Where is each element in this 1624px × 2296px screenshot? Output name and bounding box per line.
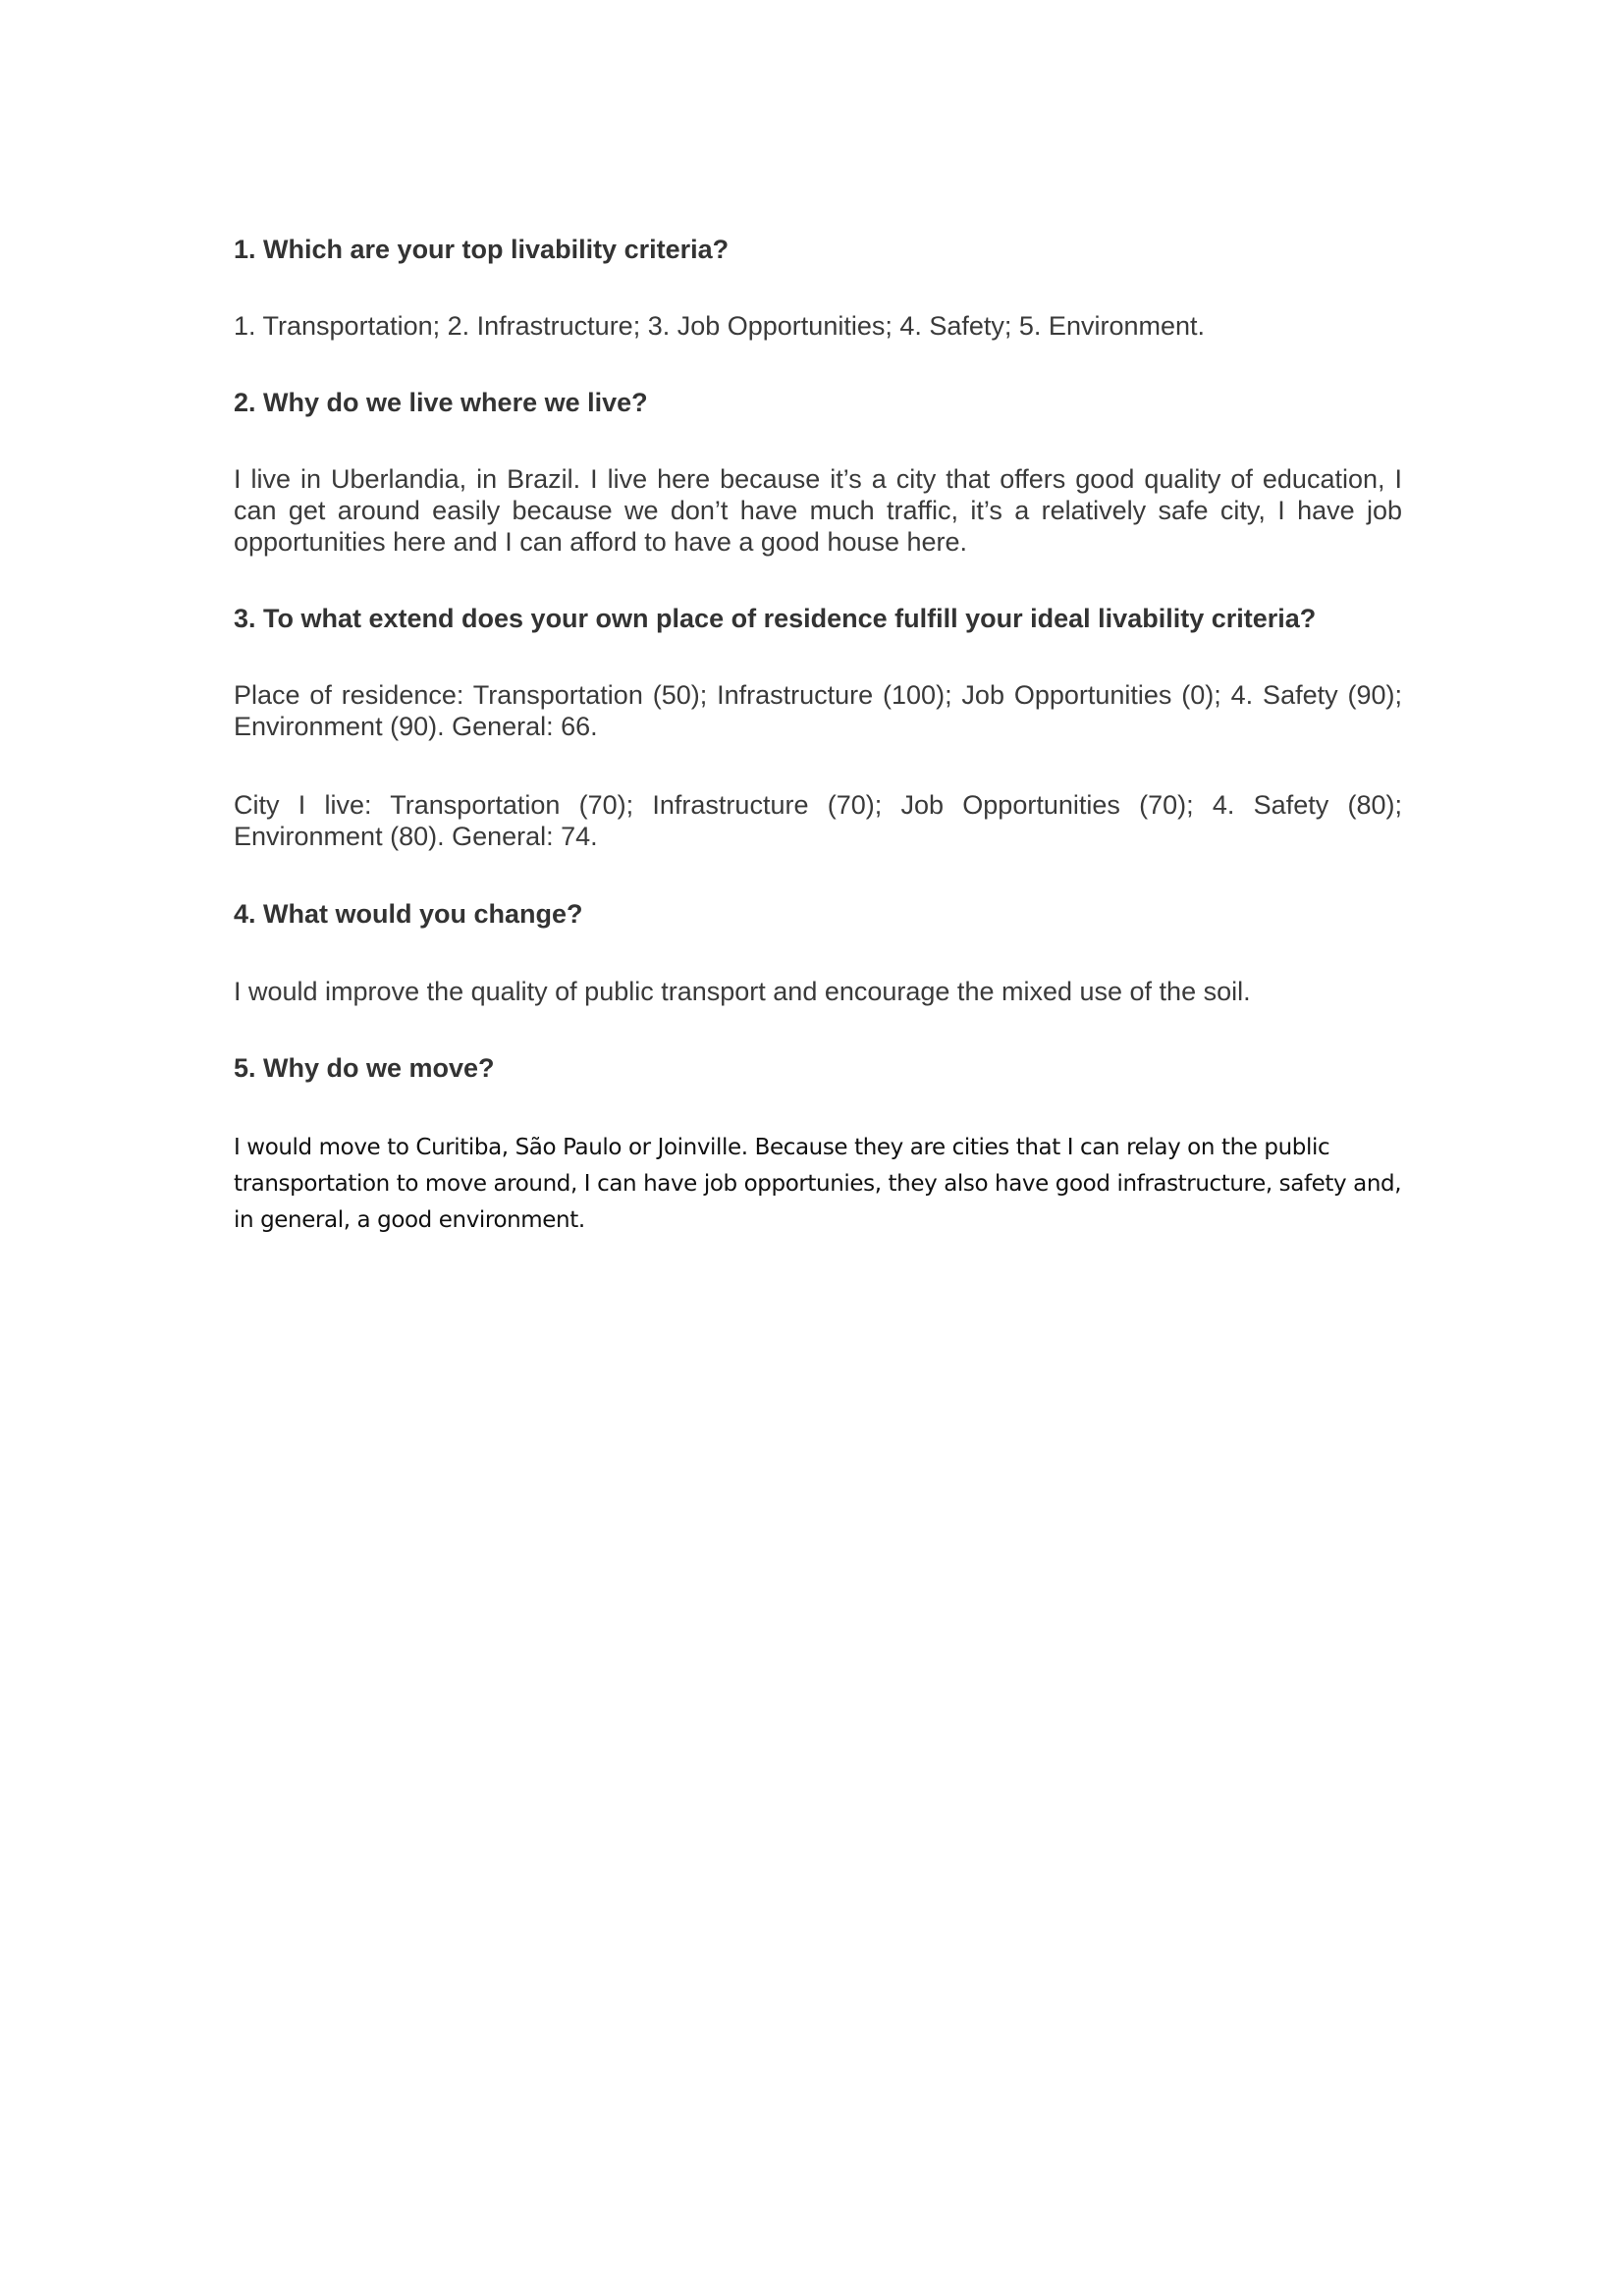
answer-5-text: I would move to Curitiba, São Paulo or Joinville. Because they are cities that I can relay on the public transportation to move around, I can have job opportunies, they also have good infrastructure, safety and, in general, a good environment.: [234, 1135, 1402, 1233]
answer-4-text: I would improve the quality of public transport and encourage the mixed use of the soil.: [234, 977, 1251, 1006]
question-4-heading: 4. What would you change?: [234, 899, 583, 929]
answer-3-residence-text: Place of residence: Transportation (50); Infrastructure (100); Job Opportunities (0); 4. Safety (90); Environment (90). General: 66.: [234, 680, 1402, 741]
answer-3-city-text: City I live: Transportation (70); Infrastructure (70); Job Opportunities (70); 4. Safety (80); Environment (80). General: 74.: [234, 790, 1402, 851]
question-2-heading: 2. Why do we live where we live?: [234, 388, 648, 417]
answer-1-text: 1. Transportation; 2. Infrastructure; 3. Job Opportunities; 4. Safety; 5. Environment.: [234, 311, 1206, 341]
answer-2-text: I live in Uberlandia, in Brazil. I live here because it’s a city that offers good quality of education, I can get around easily because we don’t have much traffic, it’s a relatively safe city, I have job opportunities here and I can afford to have a good house here.: [234, 464, 1402, 557]
question-5-heading: 5. Why do we move?: [234, 1053, 495, 1083]
question-1-heading: 1. Which are your top livability criteria?: [234, 235, 730, 264]
question-3-heading: 3. To what extend does your own place of residence fulfill your ideal livability criteria?: [234, 604, 1317, 633]
document-content: [234, 224, 1402, 1239]
